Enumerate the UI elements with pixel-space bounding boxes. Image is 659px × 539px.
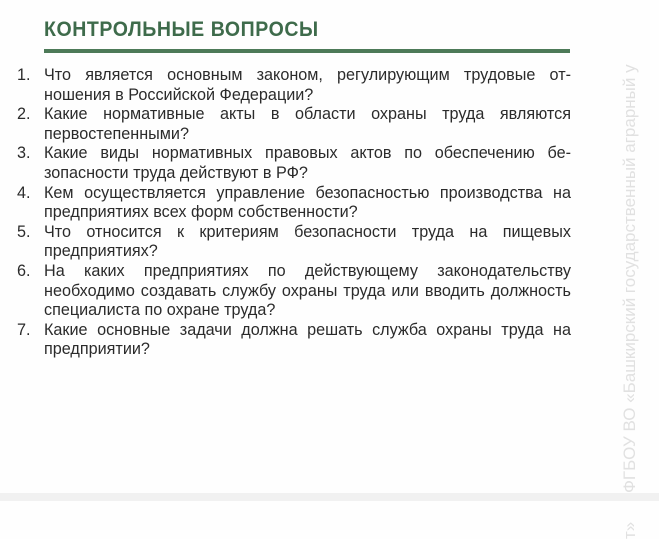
question-text: Что относится к критериям безопасности труда на пищевых предприятиях?	[44, 222, 571, 261]
question-item	[0, 66, 571, 105]
question-number: 1.	[17, 66, 31, 84]
watermark-text: ФГБОУ ВО «Башкирский государственный аграрный у	[620, 64, 639, 493]
title-underline	[44, 49, 570, 53]
page-separator	[0, 493, 659, 501]
watermark-text: т»	[620, 521, 639, 539]
question-item	[0, 321, 571, 360]
question-number: 2.	[17, 105, 31, 124]
question-item	[0, 144, 571, 183]
question-item	[0, 262, 571, 321]
question-number: 7.	[17, 320, 31, 339]
section-title: КОНТРОЛЬНЫЕ ВОПРОСЫ	[44, 18, 319, 41]
question-item	[0, 184, 571, 223]
question-text: На каких предприятиях по действующему законодательству необходимо создавать службу охраны труда или вводить должность специалиста по охране труда?	[44, 261, 571, 320]
question-number: 3.	[17, 144, 31, 163]
question-number: 4.	[17, 183, 31, 202]
questions-list	[0, 66, 580, 360]
question-text: Какие основные задачи должна решать служба охраны труда на предприятии?	[44, 320, 571, 359]
question-text: Кем осуществляется управление безопасностью производства на предприятиях всех форм собственности?	[44, 183, 571, 222]
question-number: 6.	[17, 261, 31, 280]
question-text: Какие виды нормативных правовых актов по обеспечению безопасности труда действуют в РФ?	[44, 144, 571, 182]
question-item	[0, 223, 571, 262]
page-bottom	[0, 501, 659, 539]
question-text: Какие нормативные акты в области охраны труда являются первостепенными?	[44, 105, 571, 143]
question-number: 5.	[17, 222, 31, 241]
question-item	[0, 105, 571, 144]
question-text: Что является основным законом, регулирующим трудовые отношения в Российской Федерации?	[44, 66, 571, 104]
